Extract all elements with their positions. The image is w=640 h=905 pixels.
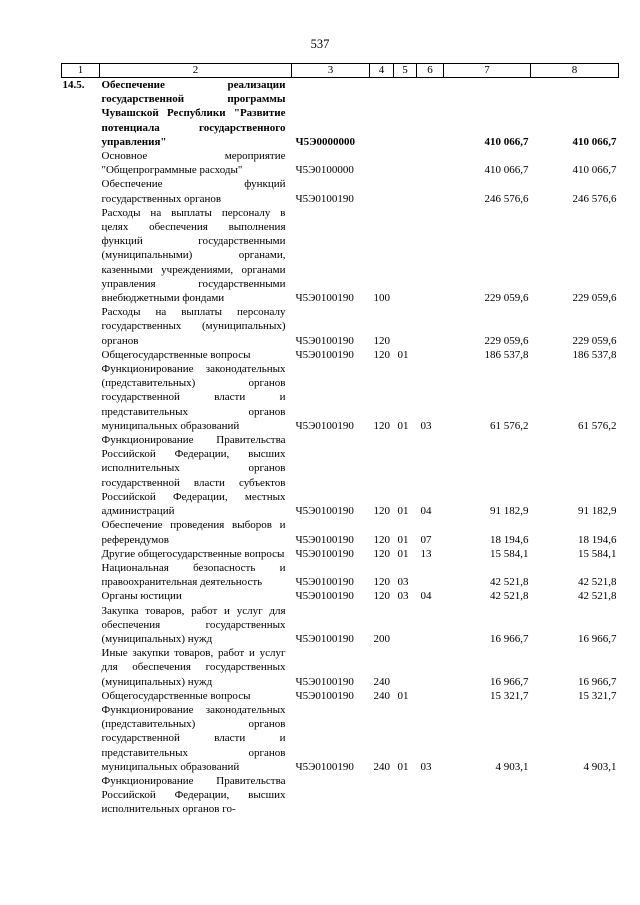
amount-year-2: 229 059,6 [572, 334, 617, 347]
expense-type-code: 240 [373, 689, 390, 702]
expense-type-code [370, 177, 394, 205]
table-row [62, 78, 619, 150]
expense-type-code: 120 [373, 334, 390, 347]
row-name: Закупка товаров, работ и услуг для обеспечения государственных (муниципальных) нужд [101, 604, 286, 645]
amount-year-1: 18 194,6 [490, 533, 529, 546]
amount-year-2: 15 584,1 [578, 547, 617, 560]
row-number [62, 149, 100, 177]
subsection-code [417, 561, 444, 589]
amount-year-1: 4 903,1 [495, 760, 529, 773]
row-name: Функционирование Правительства Российской Федерации, высших исполнительных органов государственной власти субъектов Российской Федерации, местных администраций [101, 434, 286, 518]
section-code [394, 646, 417, 689]
amount-year-2 [531, 774, 619, 817]
row-name: Органы юстиции [101, 590, 182, 603]
target-article-code: Ч5Э0100190 [295, 292, 354, 305]
row-name: Общегосударственные вопросы [101, 348, 251, 361]
subsection-code [417, 149, 444, 177]
header-row [62, 64, 619, 78]
row-name: Расходы на выплаты персоналу в целях обеспечения выполнения функций государственными (муниципальными) органами, казенными учреждениями, органами управления государственными внебюджетными фондами [101, 206, 286, 305]
amount-year-2: 410 066,7 [572, 164, 617, 177]
amount-year-2: 246 576,6 [572, 192, 617, 205]
row-name: Расходы на выплаты персоналу государственных (муниципальных) органов [101, 306, 286, 347]
subsection-code: 07 [420, 533, 432, 546]
section-code: 01 [397, 348, 409, 361]
column-header: 6 [417, 64, 444, 78]
amount-year-2: 410 066,7 [572, 135, 617, 148]
amount-year-1: 15 584,1 [490, 547, 529, 560]
expense-type-code [370, 78, 394, 150]
target-article-code: Ч5Э0100190 [295, 576, 354, 589]
subsection-code [417, 305, 444, 348]
amount-year-1: 15 321,7 [490, 689, 529, 702]
subsection-code [417, 177, 444, 205]
section-code [394, 604, 417, 647]
column-header: 8 [531, 64, 619, 78]
amount-year-1: 229 059,6 [484, 292, 529, 305]
subsection-code [417, 348, 444, 362]
column-header: 2 [100, 64, 292, 78]
table-row [62, 149, 619, 177]
target-article-code: Ч5Э0100190 [295, 533, 354, 546]
section-code: 01 [397, 533, 409, 546]
table-row [62, 305, 619, 348]
subsection-code [417, 646, 444, 689]
section-code: 01 [397, 505, 409, 518]
row-number [62, 589, 100, 603]
target-article-code: Ч5Э0100190 [295, 419, 354, 432]
section-code: 01 [397, 760, 409, 773]
page-number: 537 [310, 37, 330, 51]
row-number [62, 305, 100, 348]
column-header: 3 [292, 64, 370, 78]
column-header: 4 [370, 64, 394, 78]
row-number [62, 774, 100, 817]
row-name: Национальная безопасность и правоохранительная деятельность [101, 561, 286, 589]
expense-type-code: 120 [373, 419, 390, 432]
expense-type-code: 240 [373, 675, 390, 688]
table-row [62, 547, 619, 561]
row-name: Общегосударственные вопросы [101, 689, 251, 702]
subsection-code: 03 [420, 419, 432, 432]
expense-type-code: 120 [373, 547, 390, 560]
target-article-code: Ч5Э0100190 [295, 334, 354, 347]
table-row [62, 646, 619, 689]
section-code: 01 [397, 419, 409, 432]
target-article-code: Ч5Э0100190 [295, 675, 354, 688]
row-number [62, 547, 100, 561]
row-name: Другие общегосударственные вопросы [101, 547, 285, 560]
table-row [62, 518, 619, 546]
row-number [62, 561, 100, 589]
column-header: 1 [62, 64, 100, 78]
table-row [62, 703, 619, 774]
subsection-code: 04 [420, 505, 432, 518]
row-number [62, 362, 100, 433]
subsection-code [417, 78, 444, 150]
expense-type-code: 120 [373, 348, 390, 361]
section-code [394, 206, 417, 305]
amount-year-1: 91 182,9 [490, 505, 529, 518]
budget-table [61, 63, 619, 817]
subsection-code [417, 689, 444, 703]
table-row [62, 433, 619, 518]
target-article-code: Ч5Э0100190 [295, 348, 354, 361]
target-article-code: Ч5Э0100190 [295, 632, 354, 645]
amount-year-2: 229 059,6 [572, 292, 617, 305]
amount-year-1: 16 966,7 [490, 632, 529, 645]
expense-type-code: 120 [373, 590, 390, 603]
target-article-code: Ч5Э0100190 [295, 590, 354, 603]
amount-year-2: 4 903,1 [583, 760, 617, 773]
amount-year-2: 186 537,8 [572, 348, 617, 361]
amount-year-1: 42 521,8 [490, 590, 529, 603]
amount-year-1: 42 521,8 [490, 576, 529, 589]
column-header: 5 [394, 64, 417, 78]
section-code [394, 149, 417, 177]
section-code [394, 78, 417, 150]
table-row [62, 561, 619, 589]
table-row [62, 774, 619, 817]
subsection-code: 04 [420, 590, 432, 603]
amount-year-1: 410 066,7 [484, 135, 529, 148]
row-number [62, 433, 100, 518]
table-row [62, 589, 619, 603]
section-code [394, 177, 417, 205]
amount-year-1: 229 059,6 [484, 334, 529, 347]
subsection-code: 03 [420, 760, 432, 773]
target-article-code: Ч5Э0000000 [295, 135, 356, 148]
row-number [62, 348, 100, 362]
expense-type-code: 120 [373, 576, 390, 589]
row-name: Обеспечение проведения выборов и референдумов [101, 519, 286, 546]
table-row [62, 362, 619, 433]
amount-year-1: 246 576,6 [484, 192, 529, 205]
amount-year-2: 16 966,7 [578, 675, 617, 688]
expense-type-code: 200 [373, 632, 390, 645]
table-row [62, 348, 619, 362]
amount-year-1: 410 066,7 [484, 164, 529, 177]
row-number [62, 518, 100, 546]
row-number [62, 177, 100, 205]
amount-year-1: 61 576,2 [490, 419, 529, 432]
amount-year-2: 18 194,6 [578, 533, 617, 546]
target-article-code: Ч5Э0100190 [295, 505, 354, 518]
target-article-code: Ч5Э0100190 [295, 547, 354, 560]
row-number [62, 206, 100, 305]
expense-type-code: 120 [373, 505, 390, 518]
row-number [62, 703, 100, 774]
amount-year-2: 61 576,2 [578, 419, 617, 432]
expense-type-code [370, 774, 394, 817]
target-article-code: Ч5Э0100190 [295, 192, 354, 205]
target-article-code: Ч5Э0100190 [295, 760, 354, 773]
section-code: 01 [397, 547, 409, 560]
row-name: Обеспечение функций государственных органов [101, 178, 286, 205]
table-row [62, 206, 619, 305]
target-article-code [292, 774, 370, 817]
amount-year-1: 16 966,7 [490, 675, 529, 688]
subsection-code: 13 [420, 547, 432, 560]
amount-year-2: 42 521,8 [578, 576, 617, 589]
amount-year-2: 15 321,7 [578, 689, 617, 702]
row-number [62, 604, 100, 647]
table-row [62, 689, 619, 703]
section-code: 01 [397, 689, 409, 702]
target-article-code: Ч5Э0100190 [295, 689, 354, 702]
amount-year-1 [444, 774, 531, 817]
target-article-code: Ч5Э0100000 [295, 164, 354, 177]
section-code: 03 [397, 576, 409, 589]
table-row [62, 604, 619, 647]
row-number [62, 646, 100, 689]
expense-type-code: 240 [373, 760, 390, 773]
expense-type-code: 120 [373, 533, 390, 546]
row-number [62, 689, 100, 703]
amount-year-2: 16 966,7 [578, 632, 617, 645]
row-name: Функционирование законодательных (представительных) органов государственной власти и представительных органов муниципальных образований [101, 703, 286, 773]
amount-year-2: 91 182,9 [578, 505, 617, 518]
row-number: 14.5. [62, 79, 85, 91]
amount-year-1: 186 537,8 [484, 348, 529, 361]
subsection-code [417, 774, 444, 817]
row-name: Обеспечение реализации государственной программы Чувашской Республики "Развитие потенциала государственного управления" [101, 79, 286, 148]
row-name: Основное мероприятие "Общепрограммные расходы" [101, 150, 286, 177]
section-code [394, 305, 417, 348]
expense-type-code [370, 149, 394, 177]
row-name: Иные закупки товаров, работ и услуг для обеспечения государственных (муниципальных) нужд [101, 647, 286, 688]
row-name: Функционирование законодательных (представительных) органов государственной власти и представительных органов муниципальных образований [101, 363, 286, 432]
table-body [62, 78, 619, 817]
column-header: 7 [444, 64, 531, 78]
expense-type-code: 100 [373, 292, 390, 305]
row-name: Функционирование Правительства Российской Федерации, высших исполнительных органов го- [101, 774, 286, 816]
subsection-code [417, 604, 444, 647]
amount-year-2: 42 521,8 [578, 590, 617, 603]
subsection-code [417, 206, 444, 305]
section-code [394, 774, 417, 817]
table-header [62, 64, 619, 78]
section-code: 03 [397, 590, 409, 603]
table-row [62, 177, 619, 205]
